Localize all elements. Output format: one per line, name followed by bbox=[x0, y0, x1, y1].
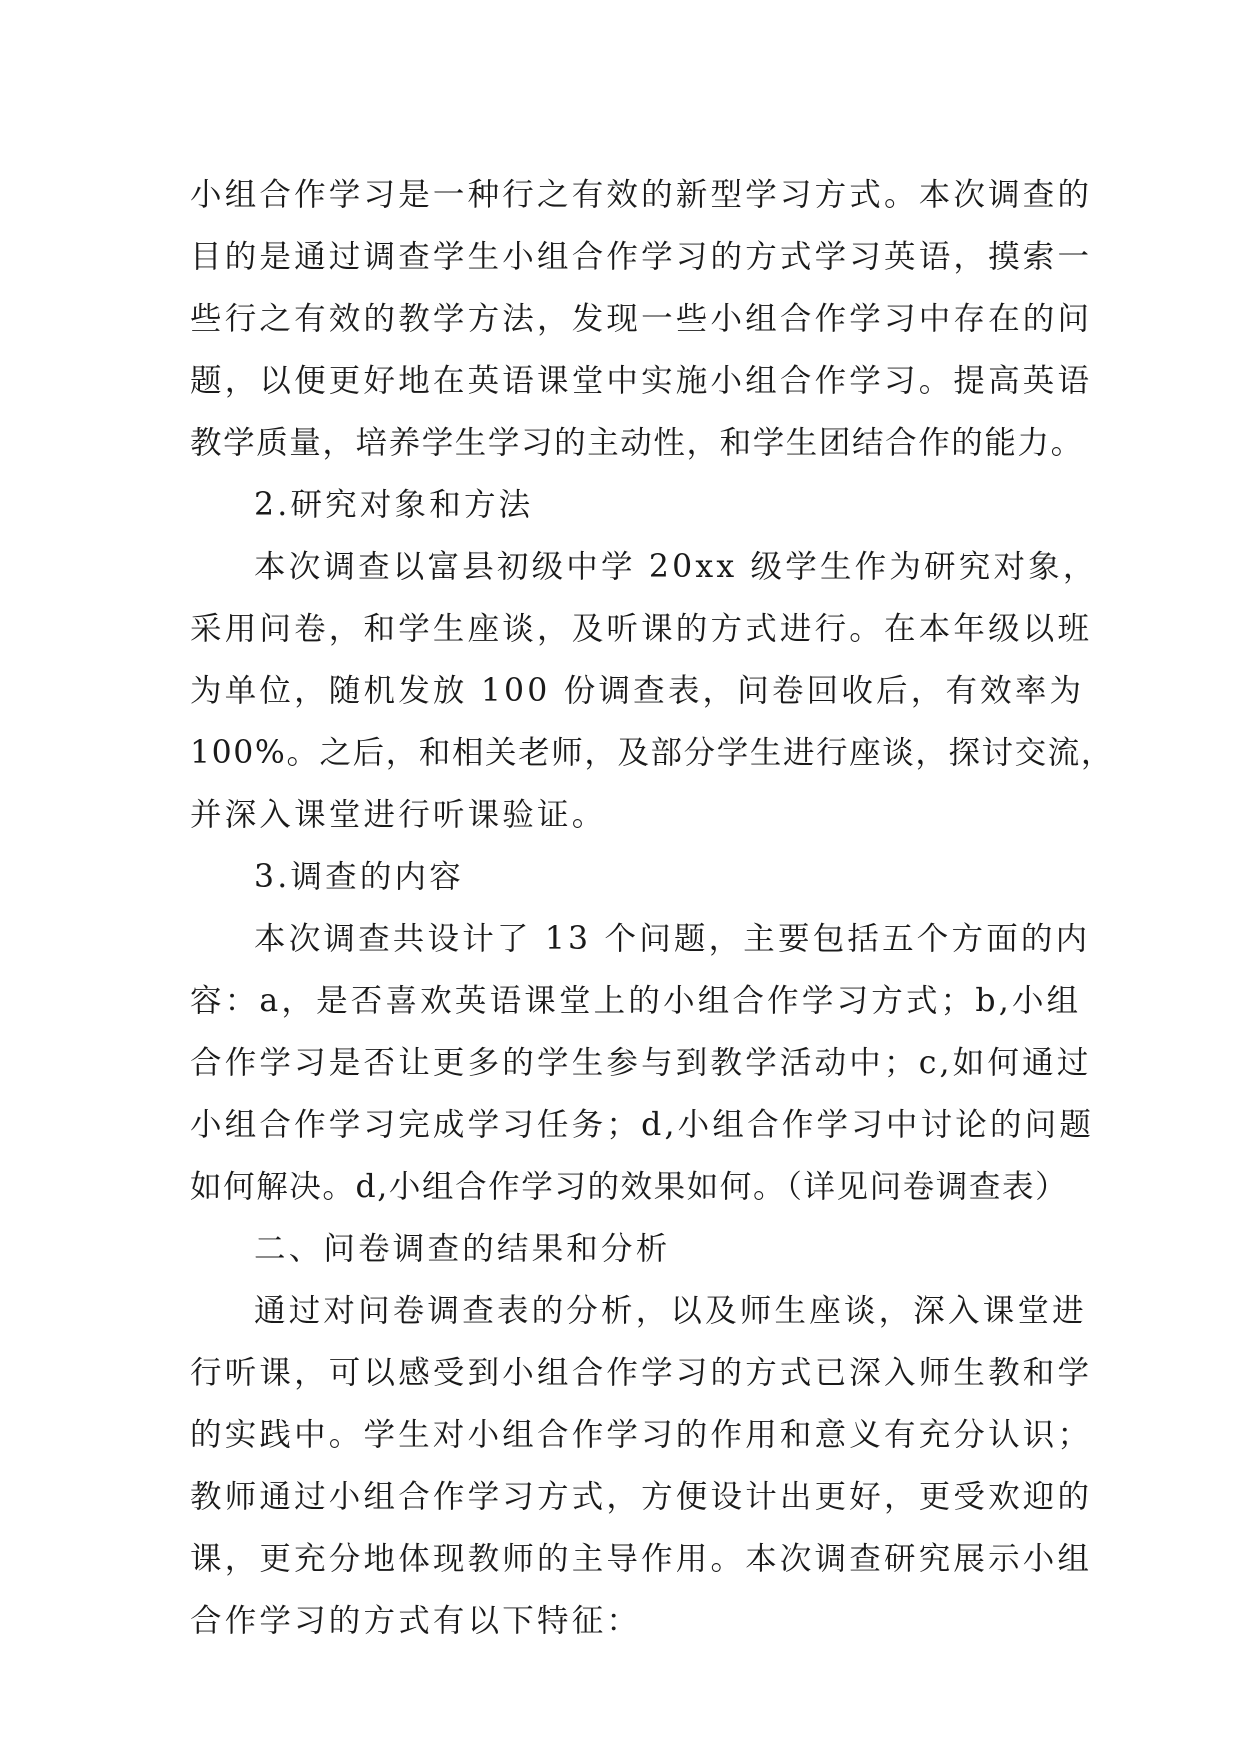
paragraph-line: 行听课，可以感受到小组合作学习的方式已深入师生教和学 bbox=[190, 1355, 1093, 1391]
paragraph-line: 采用问卷，和学生座谈，及听课的方式进行。在本年级以班 bbox=[190, 611, 1093, 647]
paragraph-line: 合作学习的方式有以下特征： bbox=[190, 1603, 642, 1639]
paragraph-line: 容：a，是否喜欢英语课堂上的小组合作学习方式；b,小组 bbox=[190, 983, 1082, 1019]
paragraph-line: 100%。之后，和相关老师，及部分学生进行座谈，探讨交流， bbox=[190, 735, 1114, 771]
paragraph-line: 通过对问卷调查表的分析，以及师生座谈，深入课堂进 bbox=[254, 1293, 1087, 1329]
paragraph-line: 本次调查共设计了 13 个问题，主要包括五个方面的内 bbox=[254, 921, 1091, 957]
paragraph-line: 小组合作学习完成学习任务；d,小组合作学习中讨论的问题 bbox=[190, 1107, 1095, 1143]
paragraph-line: 小组合作学习是一种行之有效的新型学习方式。本次调查的 bbox=[190, 177, 1093, 213]
paragraph-line: 课，更充分地体现教师的主导作用。本次调查研究展示小组 bbox=[190, 1541, 1093, 1577]
paragraph-line: 的实践中。学生对小组合作学习的作用和意义有充分认识； bbox=[190, 1417, 1093, 1453]
section-heading: 二、问卷调查的结果和分析 bbox=[254, 1231, 671, 1267]
section-heading: 2.研究对象和方法 bbox=[254, 487, 534, 523]
document-body bbox=[190, 164, 1114, 1652]
paragraph-line: 如何解决。d,小组合作学习的效果如何。（详见问卷调查表） bbox=[190, 1169, 1069, 1205]
paragraph-line: 些行之有效的教学方法，发现一些小组合作学习中存在的问 bbox=[190, 301, 1093, 337]
paragraph-line: 题，以便更好地在英语课堂中实施小组合作学习。提高英语 bbox=[190, 363, 1093, 399]
paragraph-line: 合作学习是否让更多的学生参与到教学活动中；c,如何通过 bbox=[190, 1045, 1092, 1081]
paragraph-line: 教学质量，培养学生学习的主动性，和学生团结合作的能力。 bbox=[190, 425, 1084, 461]
paragraph-line: 目的是通过调查学生小组合作学习的方式学习英语，摸索一 bbox=[190, 239, 1093, 275]
paragraph-line: 本次调查以富县初级中学 20xx 级学生作为研究对象， bbox=[254, 549, 1098, 585]
paragraph-line: 教师通过小组合作学习方式，方便设计出更好，更受欢迎的 bbox=[190, 1479, 1093, 1515]
paragraph-line: 为单位，随机发放 100 份调查表，问卷回收后，有效率为 bbox=[190, 673, 1085, 709]
section-heading: 3.调查的内容 bbox=[254, 859, 464, 895]
paragraph-line: 并深入课堂进行听课验证。 bbox=[190, 797, 607, 833]
